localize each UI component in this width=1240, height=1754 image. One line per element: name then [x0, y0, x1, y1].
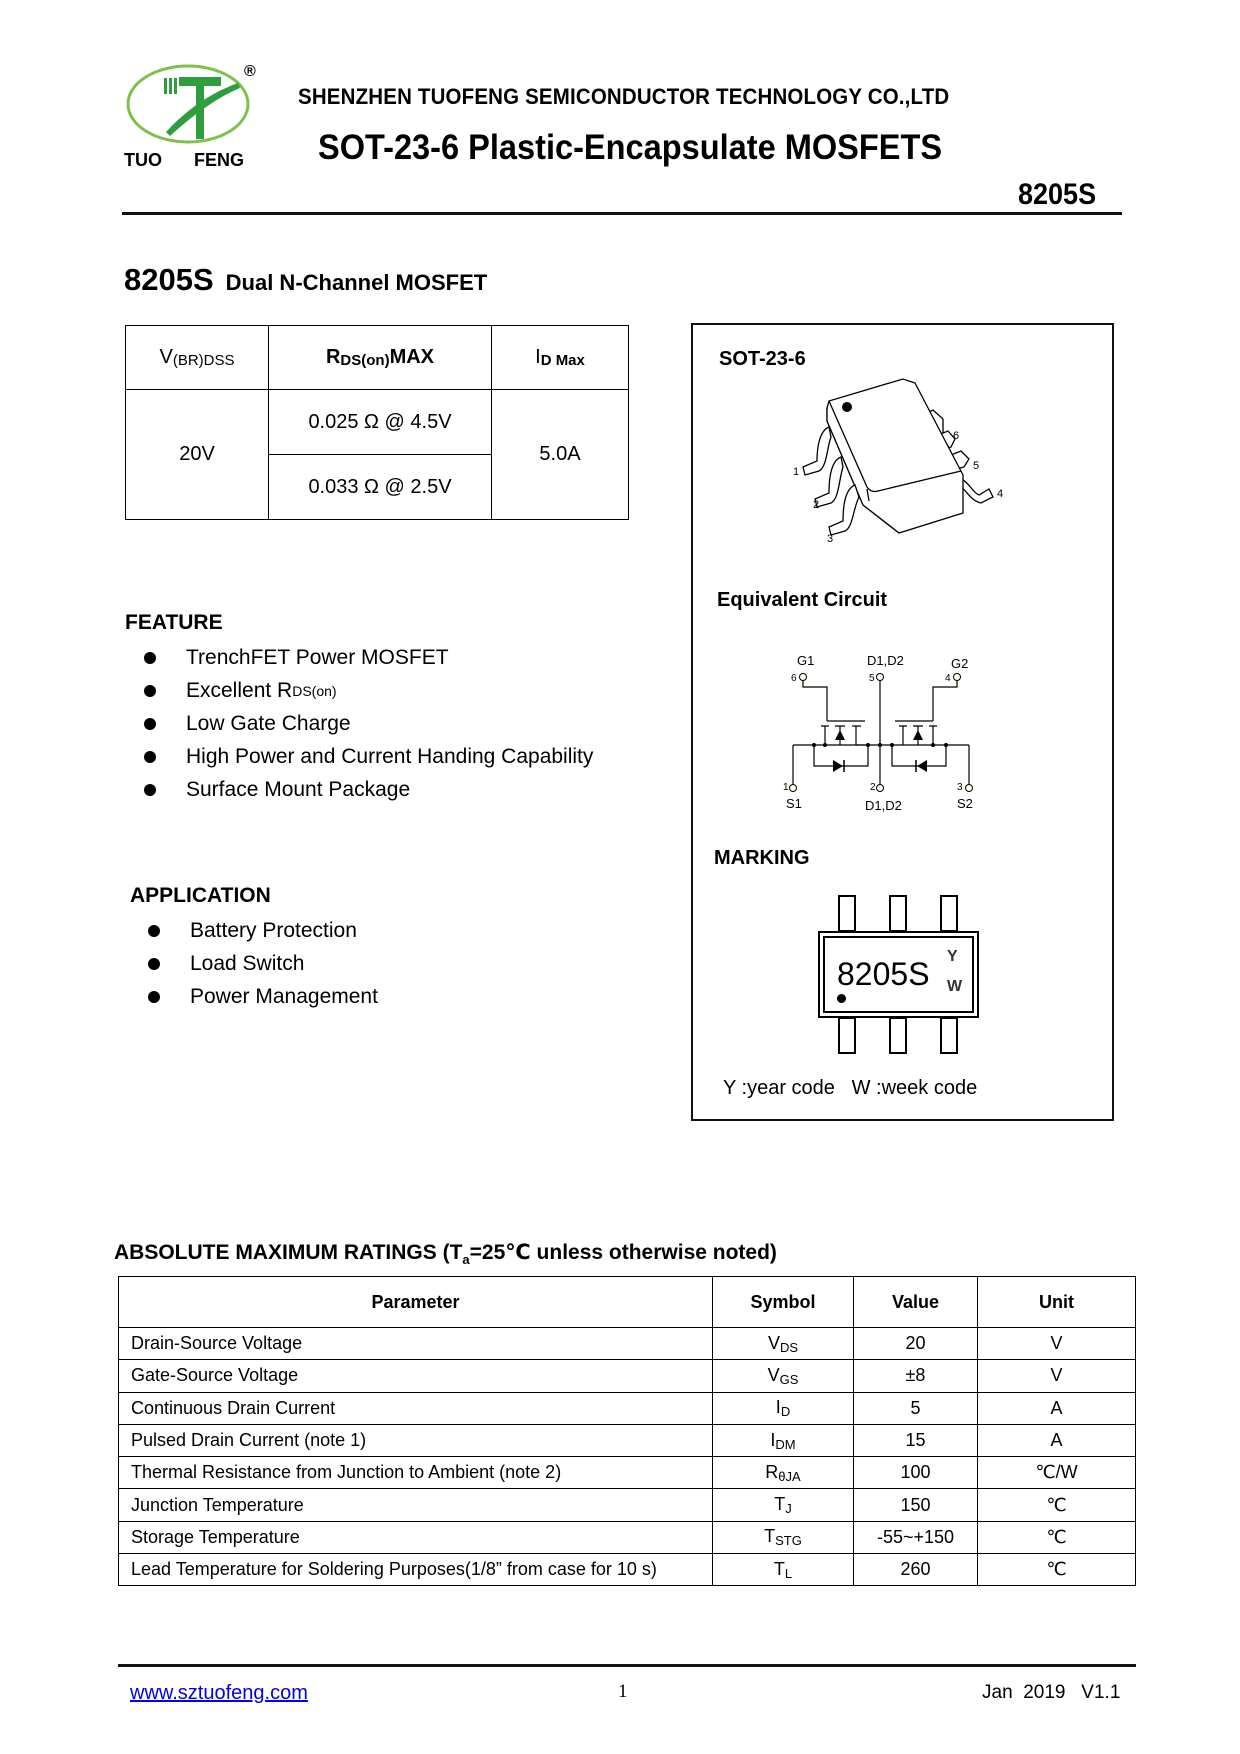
date-version: Jan 2019 V1.1	[982, 1682, 1121, 1703]
marking-year-code: Y	[947, 948, 958, 965]
marking-lead	[838, 895, 856, 932]
marking-title: MARKING	[714, 847, 810, 869]
feature-item: Low Gate Charge	[122, 707, 593, 740]
marking-lead	[889, 895, 907, 932]
table-row: Drain-Source Voltage VDS 20 V	[119, 1328, 1136, 1360]
application-list	[126, 914, 378, 1013]
table-row: Gate-Source Voltage VGS ±8 V	[119, 1360, 1136, 1392]
table-row: Thermal Resistance from Junction to Ambient (note 2) RθJA 100 ℃/W	[119, 1457, 1136, 1489]
pin1-dot-icon	[837, 994, 846, 1003]
header-part-number: 8205S	[1018, 178, 1097, 211]
header-rdson: $R_{DS(on)}MAX$	[269, 326, 492, 390]
vbrdss-value: 20V	[126, 390, 269, 520]
header-vbrdss: $V_{(BR)DSS}$	[126, 326, 269, 390]
svg-text:G2: G2	[951, 656, 969, 671]
key-specs-row	[126, 390, 629, 455]
package-title: SOT-23-6	[719, 348, 806, 370]
table-row: Lead Temperature for Soldering Purposes(1/8” from case for 10 s) TL 260 ℃	[119, 1554, 1136, 1586]
bullet-icon	[148, 958, 160, 970]
application-item: Load Switch	[126, 947, 378, 980]
svg-text:6: 6	[791, 673, 797, 684]
application-item: Battery Protection	[126, 914, 378, 947]
bullet-icon	[144, 718, 156, 730]
package-info-box	[691, 323, 1114, 1121]
table-row: Storage Temperature TSTG -55~+150 ℃	[119, 1521, 1136, 1553]
application-item: Power Management	[126, 980, 378, 1013]
svg-text:6: 6	[953, 430, 960, 442]
application-title: APPLICATION	[130, 884, 271, 907]
feature-list	[122, 641, 593, 806]
page-number: 1	[618, 1681, 628, 1702]
svg-text:1: 1	[793, 466, 800, 478]
feature-title: FEATURE	[125, 611, 223, 634]
rdson-value-2v5: 0.033 Ω @ 2.5V	[269, 455, 492, 520]
feature-item: Excellent R DS(on)	[122, 674, 593, 707]
marking-drawing	[818, 895, 983, 1055]
marking-lead	[838, 1017, 856, 1054]
footer-divider	[118, 1664, 1136, 1667]
bullet-icon	[144, 685, 156, 697]
marking-lead	[940, 1017, 958, 1054]
header-idmax: $I_{D Max}$	[492, 326, 629, 390]
svg-text:2: 2	[813, 499, 820, 511]
ratings-header-row	[119, 1277, 1136, 1328]
product-heading	[124, 262, 487, 298]
equivalent-circuit-diagram	[783, 650, 1003, 815]
table-row: Junction Temperature TJ 150 ℃	[119, 1489, 1136, 1521]
company-logo	[118, 58, 268, 176]
ratings-title: ABSOLUTE MAXIMUM RATINGS ($T_a=25℃$ unless otherwise noted)	[114, 1241, 777, 1268]
sot23-6-package-drawing	[783, 375, 1023, 565]
absolute-max-ratings-table	[118, 1276, 1136, 1586]
bullet-icon	[148, 925, 160, 937]
table-row: Pulsed Drain Current (note 1) IDM 15 A	[119, 1424, 1136, 1456]
svg-text:5: 5	[973, 460, 980, 472]
bullet-icon	[144, 784, 156, 796]
key-specs-header-row	[126, 326, 629, 390]
website-link[interactable]: www.sztuofeng.com	[130, 1682, 308, 1704]
header-divider	[122, 212, 1122, 215]
bullet-icon	[148, 991, 160, 1003]
product-description: Dual N-Channel MOSFET	[225, 270, 488, 295]
svg-text:®: ®	[244, 63, 256, 80]
svg-text:3: 3	[827, 533, 834, 545]
product-part-number: 8205S	[124, 262, 214, 297]
svg-text:1: 1	[783, 782, 789, 793]
svg-text:S2: S2	[957, 796, 973, 811]
logo-text-feng: FENG	[194, 150, 245, 170]
svg-text:4: 4	[997, 488, 1004, 500]
marking-body	[818, 931, 979, 1018]
svg-text:5: 5	[869, 673, 875, 684]
svg-text:4: 4	[945, 673, 951, 684]
marking-week-code: W	[947, 978, 963, 995]
company-name: SHENZHEN TUOFENG SEMICONDUCTOR TECHNOLOGY CO.,LTD	[298, 84, 950, 109]
feature-item: Surface Mount Package	[122, 773, 593, 806]
key-specs-table	[125, 325, 629, 520]
logo-text-tuo: TUO	[124, 150, 162, 170]
svg-text:S1: S1	[786, 796, 802, 811]
svg-text:D1,D2: D1,D2	[867, 653, 904, 668]
document-title: SOT-23-6 Plastic-Encapsulate MOSFETS	[318, 128, 943, 167]
marking-legend: Y :year code W :week code	[723, 1077, 978, 1099]
column-header-symbol: Symbol	[713, 1277, 854, 1328]
marking-lead	[889, 1017, 907, 1054]
svg-text:G1: G1	[797, 653, 815, 668]
marking-part-text: 8205S	[837, 956, 930, 992]
equivalent-circuit-title: Equivalent Circuit	[717, 589, 888, 611]
column-header-unit: Unit	[978, 1277, 1136, 1328]
svg-text:2: 2	[870, 782, 876, 793]
feature-item: TrenchFET Power MOSFET	[122, 641, 593, 674]
table-row: Continuous Drain Current ID 5 A	[119, 1392, 1136, 1424]
svg-text:D1,D2: D1,D2	[865, 798, 902, 813]
bullet-icon	[144, 652, 156, 664]
rdson-value-4v5: 0.025 Ω @ 4.5V	[269, 390, 492, 455]
idmax-value: 5.0A	[492, 390, 629, 520]
marking-lead	[940, 895, 958, 932]
column-header-parameter: Parameter	[119, 1277, 713, 1328]
column-header-value: Value	[854, 1277, 978, 1328]
feature-item: High Power and Current Handing Capability	[122, 740, 593, 773]
bullet-icon	[144, 751, 156, 763]
svg-text:3: 3	[957, 782, 963, 793]
